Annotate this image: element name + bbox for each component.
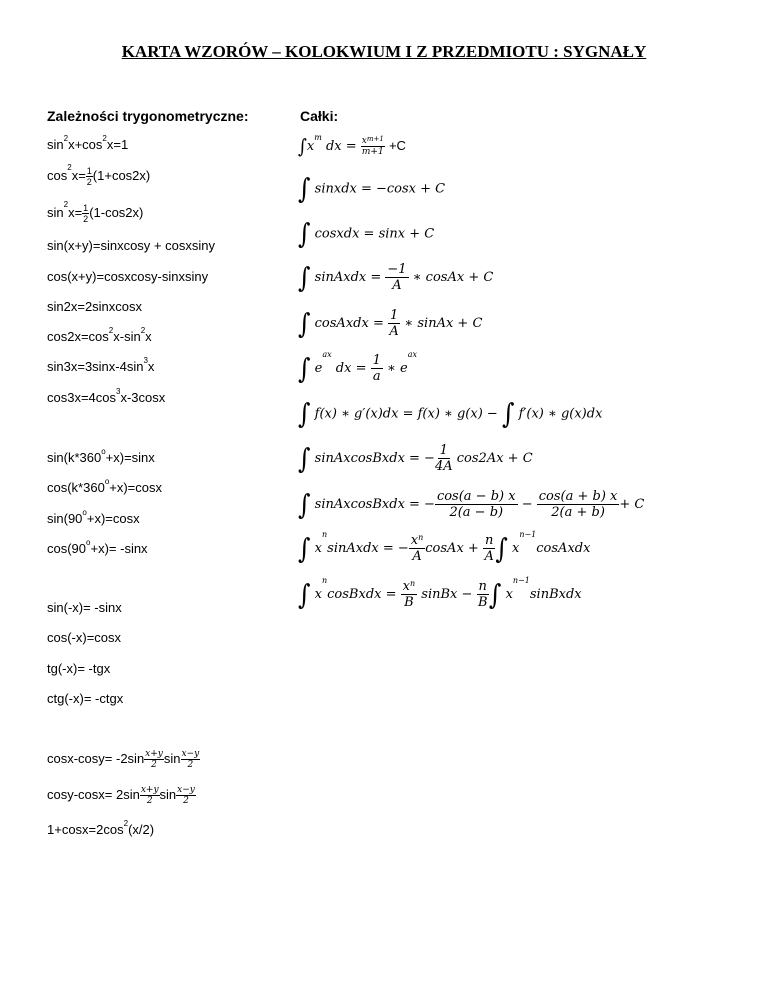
integral-power: $\int x^m$ dx = $\frac{x^{m+1}}{m+1}$ +C [298, 133, 406, 158]
formula-cos-even: cos(-x)=cosx [47, 630, 122, 645]
integral-xn-cos: ∫ $x^ncosBxdx$ = $\frac{x^n}{B}$ sinBx − $\frac{n}{B}$ ∫ $x^{n-1}sinBxdx$ [298, 576, 582, 611]
formula-cos-diff-1: cosx-cosy= -2sin $\frac{x+y}{2}$ sin $\frac{x-y}{2}$ [47, 749, 200, 770]
formula-sin-double: sin2x=2sinxcosx [47, 299, 143, 314]
formula-tg-odd: tg(-x)= -tgx [47, 661, 111, 676]
formula-cos-squared: $\cos^2x=$ $\frac{1}{2}$ (1+cos2x) [47, 163, 151, 187]
formula-half-angle: $1+\cos x=2\cos^2(x/2)$ [47, 819, 155, 837]
integral-cos-ax: ∫ cosAxdx = $\frac{1}{A}$ ∗ sinAx + C [298, 307, 483, 340]
page-title: KARTA WZORÓW – KOLOKWIUM I Z PRZEDMIOTU : SYGNAŁY [121, 42, 647, 61]
integral-sin-ax: ∫ sinAxdx = $\frac{-1}{A}$ ∗ cosAx + C [298, 261, 494, 294]
integral-by-parts: ∫ f(x) ∗ g′(x)dx = f(x) ∗ g(x) − ∫ f′(x) ∗ g(x)dx [298, 397, 603, 431]
formula-sin-triple: $\sin 3x=3\sin x-4\sin^3x$ [47, 356, 155, 374]
trig-header: Zależności trygonometryczne: [47, 108, 249, 124]
formula-sin-sum: sin(x+y)=sinxcosy + cosxsiny [47, 238, 215, 253]
formula-cos-triple: $\cos 3x=4\cos^3x-3\cos x$ [47, 387, 166, 405]
integral-sin-cos-diff: ∫ sinAxcosBxdx = − $\frac{\cos(a - b) x}{2(a - b)}$ − $\frac{\cos(a + b) x}{2(a + b)}$ + C [298, 488, 645, 521]
formula-cos-diff-2: cosy-cosx= 2sin $\frac{x+y}{2}$ sin $\frac{x-y}{2}$ [47, 785, 195, 806]
integral-sin: ∫ sinxdx = −cosx + C [298, 172, 446, 206]
formula-cos-shift: $\cos(90^o+x)= -\sin x$ [47, 538, 148, 556]
integral-xn-sin: ∫ $x^nsinAxdx$ = − $\frac{x^n}{A}$ cosAx + $\frac{n}{A}$ ∫ $x^{n-1}cosAxdx$ [298, 530, 591, 565]
integrals-header: Całki: [300, 108, 339, 124]
formula-cos-sum: cos(x+y)=cosxcosy-sinxsiny [47, 269, 209, 284]
formula-sin-squared: $\sin^2x=$ $\frac{1}{2}$ (1-cos2x) [47, 200, 144, 224]
formula-cos-period: $\cos(k*360^o+x)=\cos x$ [47, 477, 163, 495]
integral-exp: ∫ $e^{ax}$ dx = $\frac{1}{a}$ ∗ $e^{ax}$ [298, 350, 417, 385]
integral-sin-cos-same: ∫ sinAxcosBxdx = − $\frac{1}{4A}$ cos2Ax + C [298, 442, 533, 475]
formula-sin-odd: sin(-x)= -sinx [47, 600, 122, 615]
formula-sin-period: $\sin(k*360^o+x)=\sin x$ [47, 447, 155, 465]
formula-ctg-odd: ctg(-x)= -ctgx [47, 691, 124, 706]
formula-cos-double: $\cos 2x=\cos^2x-\sin^2x$ [47, 326, 152, 344]
integral-cos: ∫ cosxdx = sinx + C [298, 217, 435, 251]
formula-pythagorean: $\sin^2x+\cos^2x=1$ [47, 134, 129, 152]
formula-sin-shift: $\sin(90^o+x)=\cos x$ [47, 508, 140, 526]
